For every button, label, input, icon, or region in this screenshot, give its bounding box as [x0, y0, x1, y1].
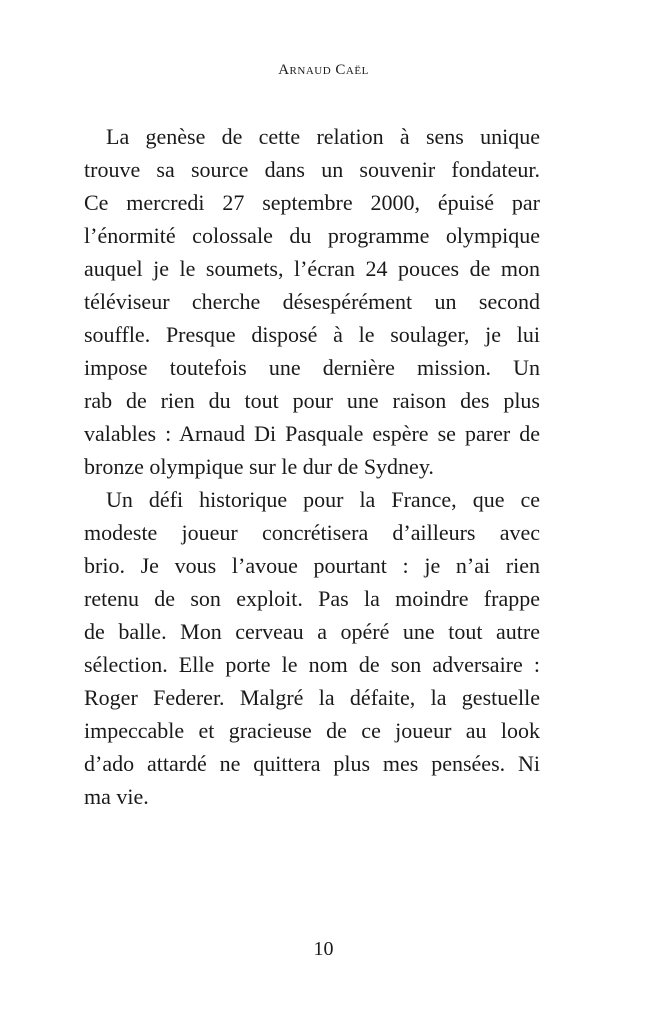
text-line: trouve sa source dans un souvenir fondateur.	[84, 157, 540, 182]
body-text	[84, 120, 540, 813]
text-line: ma vie.	[84, 784, 149, 809]
text-line: retenu de son exploit. Pas la moindre frappe	[84, 586, 540, 611]
running-head: Arnaud Caël	[278, 62, 369, 78]
text-line: impose toutefois une dernière mission. Un	[84, 355, 540, 380]
text-line: souffle. Presque disposé à le soulager, je lui	[84, 322, 540, 347]
text-line: d’ado attardé ne quittera plus mes pensées. Ni	[84, 751, 540, 776]
text-line: auquel je le soumets, l’écran 24 pouces de mon	[84, 256, 540, 281]
text-line: brio. Je vous l’avoue pourtant : je n’ai rien	[84, 553, 540, 578]
text-line: l’énormité colossale du programme olympique	[84, 223, 540, 248]
paragraph-2	[84, 483, 540, 813]
page-number: 10	[313, 938, 334, 960]
text-line: de balle. Mon cerveau a opéré une tout autre	[84, 619, 540, 644]
text-line: sélection. Elle porte le nom de son adversaire :	[84, 652, 540, 677]
text-line: modeste joueur concrétisera d’ailleurs avec	[84, 520, 540, 545]
text-line: impeccable et gracieuse de ce joueur au look	[84, 718, 540, 743]
text-line: Ce mercredi 27 septembre 2000, épuisé par	[84, 190, 540, 215]
text-line: rab de rien du tout pour une raison des plus	[84, 388, 540, 413]
paragraph-1	[84, 120, 540, 483]
text-line: valables : Arnaud Di Pasquale espère se parer de	[84, 421, 540, 446]
text-line: bronze olympique sur le dur de Sydney.	[84, 454, 434, 479]
text-line: Un défi historique pour la France, que ce	[106, 487, 540, 512]
text-line: Roger Federer. Malgré la défaite, la gestuelle	[84, 685, 540, 710]
text-line: La genèse de cette relation à sens unique	[106, 124, 540, 149]
text-line: téléviseur cherche désespérément un second	[84, 289, 540, 314]
